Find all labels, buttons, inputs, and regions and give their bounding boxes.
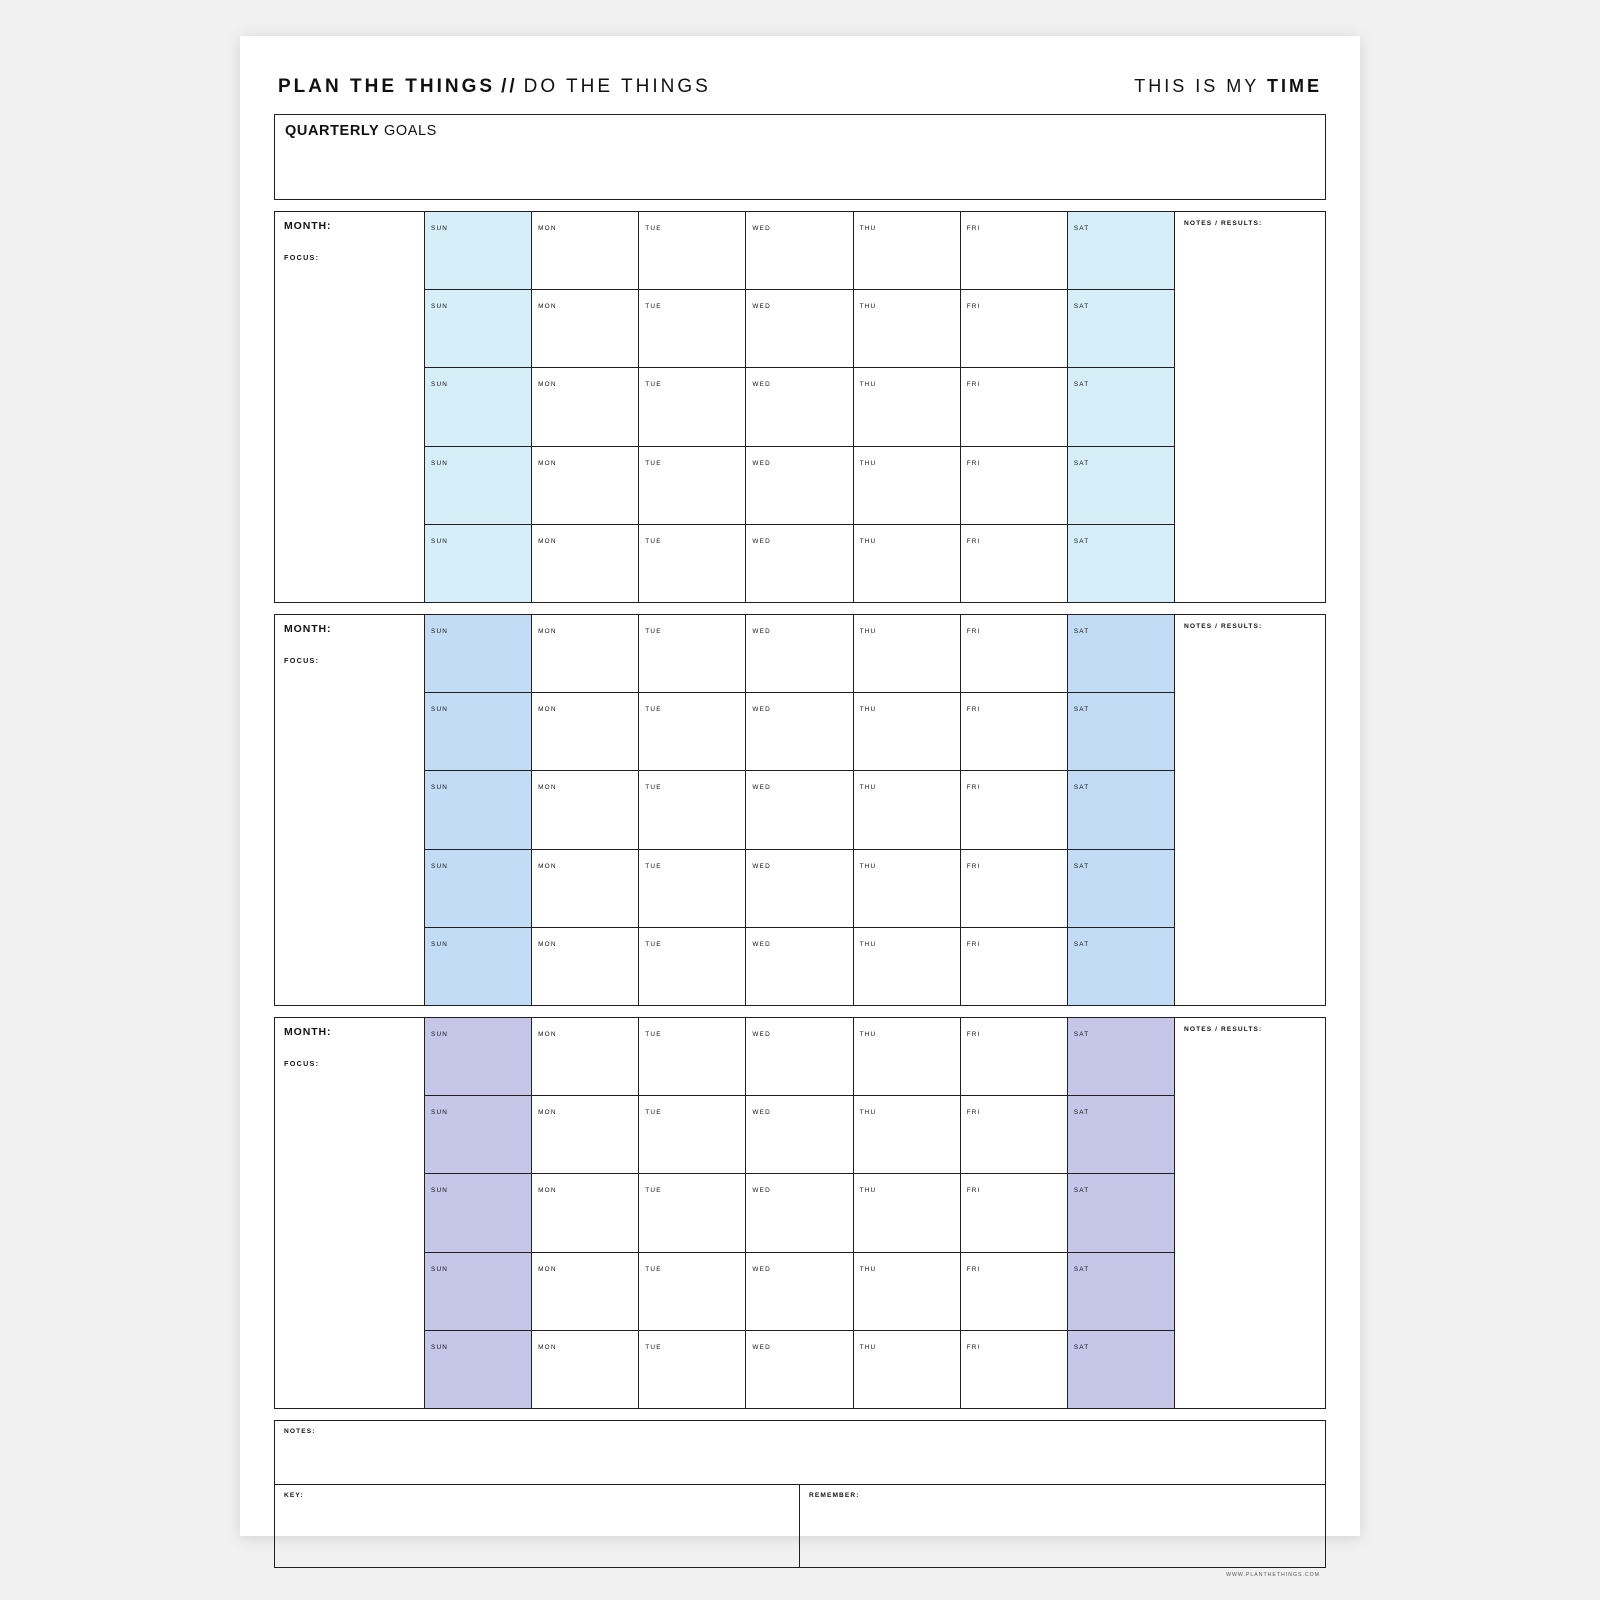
- quarterly-goals-title: [285, 123, 1315, 139]
- month-2-grid: [425, 615, 1175, 1005]
- day-cell-mon[interactable]: [532, 1018, 639, 1095]
- month-block-2: [274, 614, 1326, 1006]
- day-label: FRI: [966, 862, 981, 870]
- day-label: WED: [752, 1265, 771, 1273]
- day-label: FRI: [966, 1187, 981, 1195]
- month-2-notes-label: NOTES / RESULTS:: [1184, 623, 1263, 630]
- key-label: KEY:: [284, 1492, 304, 1499]
- day-label: THU: [859, 706, 877, 714]
- day-label: MON: [538, 1343, 557, 1351]
- page-header: [274, 68, 1326, 114]
- day-cell-thu[interactable]: [854, 615, 961, 692]
- month-1-label: MONTH:: [284, 220, 332, 232]
- day-label: SUN: [431, 381, 449, 389]
- day-cell-sat[interactable]: [1068, 1018, 1175, 1095]
- day-cell-sat[interactable]: [1068, 928, 1175, 1005]
- day-label: WED: [752, 303, 771, 311]
- day-cell-sun[interactable]: [425, 615, 532, 692]
- day-cell-tue[interactable]: [639, 1018, 746, 1095]
- day-cell-fri[interactable]: [961, 850, 1068, 927]
- day-cell-tue[interactable]: [639, 928, 746, 1005]
- day-label: THU: [859, 1031, 877, 1038]
- notes-label: NOTES:: [284, 1428, 316, 1435]
- day-cell-sat[interactable]: [1068, 212, 1175, 289]
- day-cell-thu[interactable]: [854, 693, 961, 770]
- month-3-left-panel[interactable]: [275, 1018, 425, 1408]
- day-cell-fri[interactable]: [961, 525, 1068, 602]
- day-label: TUE: [645, 1343, 662, 1351]
- day-cell-sat[interactable]: [1068, 615, 1175, 692]
- day-cell-sun[interactable]: [425, 1253, 532, 1330]
- day-cell-thu[interactable]: [854, 368, 961, 445]
- day-label: FRI: [966, 706, 981, 714]
- day-cell-tue[interactable]: [639, 615, 746, 692]
- day-label: WED: [752, 628, 771, 635]
- day-cell-thu[interactable]: [854, 447, 961, 524]
- planner-sheet: [240, 36, 1360, 1578]
- day-label: FRI: [966, 628, 981, 635]
- week-row: [425, 928, 1175, 1005]
- day-label: MON: [538, 225, 557, 232]
- day-cell-mon[interactable]: [532, 771, 639, 848]
- day-cell-wed[interactable]: [746, 1253, 853, 1330]
- day-cell-sun[interactable]: [425, 928, 532, 1005]
- day-label: SUN: [431, 1187, 449, 1195]
- day-label: THU: [859, 303, 877, 311]
- day-cell-sat[interactable]: [1068, 290, 1175, 367]
- day-label: WED: [752, 381, 771, 389]
- day-cell-thu[interactable]: [854, 850, 961, 927]
- day-label: WED: [752, 940, 771, 948]
- day-label: SAT: [1073, 303, 1090, 311]
- day-label: MON: [538, 303, 557, 311]
- day-label: SUN: [431, 940, 449, 948]
- month-3-label: MONTH:: [284, 1026, 332, 1038]
- quarterly-goals-box[interactable]: [274, 114, 1326, 200]
- month-2-left-panel[interactable]: [275, 615, 425, 1005]
- month-1-left-panel[interactable]: [275, 212, 425, 602]
- day-cell-sat[interactable]: [1068, 368, 1175, 445]
- month-1-focus-label: FOCUS:: [284, 253, 320, 262]
- day-label: SAT: [1073, 1265, 1090, 1273]
- day-label: TUE: [645, 225, 662, 232]
- day-label: SAT: [1073, 537, 1090, 545]
- day-cell-sun[interactable]: [425, 212, 532, 289]
- day-cell-sun[interactable]: [425, 850, 532, 927]
- day-cell-sat[interactable]: [1068, 771, 1175, 848]
- day-label: SUN: [431, 784, 449, 792]
- day-label: SAT: [1073, 225, 1090, 232]
- day-cell-fri[interactable]: [961, 1018, 1068, 1095]
- day-label: SAT: [1073, 628, 1090, 635]
- day-cell-tue[interactable]: [639, 368, 746, 445]
- week-row: [425, 1174, 1175, 1252]
- week-row: [425, 447, 1175, 525]
- day-cell-mon[interactable]: [532, 368, 639, 445]
- day-cell-wed[interactable]: [746, 928, 853, 1005]
- day-cell-sat[interactable]: [1068, 1331, 1175, 1408]
- day-cell-sat[interactable]: [1068, 693, 1175, 770]
- day-label: MON: [538, 706, 557, 714]
- day-cell-wed[interactable]: [746, 525, 853, 602]
- day-cell-thu[interactable]: [854, 1331, 961, 1408]
- day-label: THU: [859, 628, 877, 635]
- day-label: SAT: [1073, 381, 1090, 389]
- month-3-grid: [425, 1018, 1175, 1408]
- day-label: WED: [752, 1187, 771, 1195]
- day-label: TUE: [645, 381, 662, 389]
- day-cell-tue[interactable]: [639, 850, 746, 927]
- day-cell-wed[interactable]: [746, 1331, 853, 1408]
- week-row: [425, 850, 1175, 928]
- day-cell-sat[interactable]: [1068, 447, 1175, 524]
- day-label: TUE: [645, 706, 662, 714]
- day-label: THU: [859, 537, 877, 545]
- day-label: SUN: [431, 1343, 449, 1351]
- day-label: WED: [752, 1109, 771, 1117]
- month-3-focus-label: FOCUS:: [284, 1059, 320, 1068]
- day-cell-mon[interactable]: [532, 928, 639, 1005]
- day-cell-sun[interactable]: [425, 1096, 532, 1173]
- day-cell-sun[interactable]: [425, 290, 532, 367]
- day-cell-wed[interactable]: [746, 771, 853, 848]
- day-cell-mon[interactable]: [532, 447, 639, 524]
- day-cell-wed[interactable]: [746, 212, 853, 289]
- day-cell-sat[interactable]: [1068, 1253, 1175, 1330]
- day-cell-mon[interactable]: [532, 1174, 639, 1251]
- day-label: WED: [752, 706, 771, 714]
- month-2-label: MONTH:: [284, 623, 332, 635]
- week-row: [425, 1096, 1175, 1174]
- day-label: MON: [538, 862, 557, 870]
- day-cell-mon[interactable]: [532, 1096, 639, 1173]
- day-label: SUN: [431, 303, 449, 311]
- day-label: FRI: [966, 1265, 981, 1273]
- day-cell-sun[interactable]: [425, 447, 532, 524]
- day-label: WED: [752, 459, 771, 467]
- day-label: THU: [859, 459, 877, 467]
- day-cell-sat[interactable]: [1068, 1096, 1175, 1173]
- day-label: MON: [538, 784, 557, 792]
- day-cell-tue[interactable]: [639, 447, 746, 524]
- day-label: TUE: [645, 303, 662, 311]
- brand-title-light: DO THE THINGS: [523, 76, 711, 97]
- day-label: SUN: [431, 1265, 449, 1273]
- header-tagline-bold: TIME: [1267, 76, 1322, 96]
- day-label: SAT: [1073, 1109, 1090, 1117]
- day-cell-tue[interactable]: [639, 771, 746, 848]
- remember-label: REMEMBER:: [809, 1492, 860, 1499]
- day-label: FRI: [966, 381, 981, 389]
- day-cell-thu[interactable]: [854, 928, 961, 1005]
- day-label: TUE: [645, 784, 662, 792]
- day-cell-tue[interactable]: [639, 1096, 746, 1173]
- day-label: MON: [538, 459, 557, 467]
- day-label: TUE: [645, 862, 662, 870]
- brand-title: [278, 76, 711, 98]
- day-cell-tue[interactable]: [639, 1253, 746, 1330]
- day-cell-fri[interactable]: [961, 290, 1068, 367]
- day-label: MON: [538, 628, 557, 635]
- day-label: TUE: [645, 1187, 662, 1195]
- day-cell-thu[interactable]: [854, 771, 961, 848]
- day-cell-wed[interactable]: [746, 447, 853, 524]
- day-cell-wed[interactable]: [746, 290, 853, 367]
- day-cell-wed[interactable]: [746, 1096, 853, 1173]
- day-cell-sun[interactable]: [425, 368, 532, 445]
- day-cell-tue[interactable]: [639, 1174, 746, 1251]
- footer-url: WWW.PLANTHETHINGS.COM: [1226, 1572, 1320, 1578]
- week-row: [425, 771, 1175, 849]
- day-cell-fri[interactable]: [961, 693, 1068, 770]
- day-label: TUE: [645, 628, 662, 635]
- day-cell-sat[interactable]: [1068, 525, 1175, 602]
- day-label: THU: [859, 1187, 877, 1195]
- week-row: [425, 1331, 1175, 1408]
- day-label: THU: [859, 381, 877, 389]
- month-2-notes-panel[interactable]: [1175, 615, 1325, 1005]
- day-label: FRI: [966, 1343, 981, 1351]
- day-label: FRI: [966, 784, 981, 792]
- day-cell-fri[interactable]: [961, 1331, 1068, 1408]
- day-cell-fri[interactable]: [961, 447, 1068, 524]
- day-cell-wed[interactable]: [746, 1174, 853, 1251]
- day-cell-sun[interactable]: [425, 525, 532, 602]
- day-cell-fri[interactable]: [961, 615, 1068, 692]
- day-label: SAT: [1073, 862, 1090, 870]
- day-cell-fri[interactable]: [961, 368, 1068, 445]
- day-cell-thu[interactable]: [854, 212, 961, 289]
- day-label: WED: [752, 225, 771, 232]
- day-cell-sat[interactable]: [1068, 850, 1175, 927]
- day-label: FRI: [966, 225, 981, 232]
- week-row: [425, 525, 1175, 602]
- day-cell-sun[interactable]: [425, 771, 532, 848]
- brand-title-bold: PLAN THE THINGS: [278, 76, 496, 97]
- day-label: SUN: [431, 537, 449, 545]
- day-label: FRI: [966, 303, 981, 311]
- day-cell-mon[interactable]: [532, 212, 639, 289]
- day-label: FRI: [966, 1109, 981, 1117]
- week-row: [425, 693, 1175, 771]
- day-label: MON: [538, 381, 557, 389]
- week-row: [425, 290, 1175, 368]
- day-cell-thu[interactable]: [854, 1253, 961, 1330]
- day-cell-tue[interactable]: [639, 693, 746, 770]
- day-label: WED: [752, 862, 771, 870]
- day-label: THU: [859, 784, 877, 792]
- day-label: WED: [752, 1343, 771, 1351]
- day-label: WED: [752, 1031, 771, 1038]
- month-3-notes-panel[interactable]: [1175, 1018, 1325, 1408]
- day-label: MON: [538, 1187, 557, 1195]
- notes-area[interactable]: [275, 1421, 1325, 1485]
- day-label: THU: [859, 1343, 877, 1351]
- bottom-section: [274, 1420, 1326, 1568]
- day-cell-wed[interactable]: [746, 615, 853, 692]
- day-label: SAT: [1073, 784, 1090, 792]
- day-label: SAT: [1073, 706, 1090, 714]
- day-cell-fri[interactable]: [961, 1174, 1068, 1251]
- week-row: [425, 615, 1175, 693]
- day-label: FRI: [966, 459, 981, 467]
- day-cell-thu[interactable]: [854, 1174, 961, 1251]
- day-label: SAT: [1073, 940, 1090, 948]
- day-label: TUE: [645, 459, 662, 467]
- day-label: TUE: [645, 1265, 662, 1273]
- day-label: FRI: [966, 1031, 981, 1038]
- day-label: SUN: [431, 862, 449, 870]
- day-label: SUN: [431, 706, 449, 714]
- day-label: FRI: [966, 940, 981, 948]
- day-label: THU: [859, 940, 877, 948]
- remember-area[interactable]: [800, 1485, 1325, 1567]
- month-1-notes-label: NOTES / RESULTS:: [1184, 220, 1263, 227]
- day-cell-thu[interactable]: [854, 525, 961, 602]
- week-row: [425, 1253, 1175, 1331]
- day-cell-fri[interactable]: [961, 771, 1068, 848]
- day-label: SUN: [431, 225, 449, 232]
- day-label: FRI: [966, 537, 981, 545]
- day-cell-mon[interactable]: [532, 1331, 639, 1408]
- day-cell-fri[interactable]: [961, 928, 1068, 1005]
- day-cell-mon[interactable]: [532, 1253, 639, 1330]
- header-tagline: [1134, 76, 1322, 97]
- quarterly-goals-title-bold: QUARTERLY: [285, 123, 380, 139]
- day-label: TUE: [645, 1109, 662, 1117]
- day-cell-sun[interactable]: [425, 1174, 532, 1251]
- day-cell-mon[interactable]: [532, 525, 639, 602]
- month-2-focus-label: FOCUS:: [284, 656, 320, 665]
- day-label: SUN: [431, 459, 449, 467]
- day-label: MON: [538, 940, 557, 948]
- day-cell-thu[interactable]: [854, 290, 961, 367]
- day-cell-thu[interactable]: [854, 1096, 961, 1173]
- day-label: THU: [859, 862, 877, 870]
- day-label: MON: [538, 1031, 557, 1038]
- day-cell-tue[interactable]: [639, 525, 746, 602]
- day-cell-wed[interactable]: [746, 1018, 853, 1095]
- day-label: TUE: [645, 1031, 662, 1038]
- brand-title-slash: //: [501, 76, 518, 97]
- day-label: SUN: [431, 1109, 449, 1117]
- key-remember-row: [275, 1485, 1325, 1567]
- header-tagline-light: THIS IS MY: [1134, 76, 1259, 96]
- quarterly-goals-title-regular: GOALS: [383, 123, 437, 139]
- week-row: [425, 1018, 1175, 1096]
- day-cell-fri[interactable]: [961, 1096, 1068, 1173]
- day-cell-mon[interactable]: [532, 693, 639, 770]
- week-row: [425, 368, 1175, 446]
- day-cell-wed[interactable]: [746, 368, 853, 445]
- month-3-notes-label: NOTES / RESULTS:: [1184, 1026, 1263, 1033]
- day-cell-mon[interactable]: [532, 290, 639, 367]
- day-cell-mon[interactable]: [532, 615, 639, 692]
- day-label: THU: [859, 225, 877, 232]
- day-cell-mon[interactable]: [532, 850, 639, 927]
- day-cell-sat[interactable]: [1068, 1174, 1175, 1251]
- day-cell-tue[interactable]: [639, 1331, 746, 1408]
- key-area[interactable]: [275, 1485, 800, 1567]
- day-cell-wed[interactable]: [746, 693, 853, 770]
- week-row: [425, 212, 1175, 290]
- day-label: TUE: [645, 940, 662, 948]
- day-label: MON: [538, 1265, 557, 1273]
- day-label: TUE: [645, 537, 662, 545]
- day-label: SAT: [1073, 1343, 1090, 1351]
- day-cell-fri[interactable]: [961, 1253, 1068, 1330]
- day-label: SAT: [1073, 1187, 1090, 1195]
- day-cell-tue[interactable]: [639, 212, 746, 289]
- day-label: WED: [752, 537, 771, 545]
- day-label: SUN: [431, 1031, 449, 1038]
- day-cell-fri[interactable]: [961, 212, 1068, 289]
- day-label: SUN: [431, 628, 449, 635]
- day-label: SAT: [1073, 459, 1090, 467]
- day-label: THU: [859, 1109, 877, 1117]
- day-cell-sun[interactable]: [425, 693, 532, 770]
- month-1-notes-panel[interactable]: [1175, 212, 1325, 602]
- day-cell-thu[interactable]: [854, 1018, 961, 1095]
- day-label: WED: [752, 784, 771, 792]
- month-block-1: [274, 211, 1326, 603]
- day-cell-sun[interactable]: [425, 1018, 532, 1095]
- day-cell-tue[interactable]: [639, 290, 746, 367]
- month-1-grid: [425, 212, 1175, 602]
- day-cell-wed[interactable]: [746, 850, 853, 927]
- day-cell-sun[interactable]: [425, 1331, 532, 1408]
- month-block-3: [274, 1017, 1326, 1409]
- day-label: THU: [859, 1265, 877, 1273]
- day-label: SAT: [1073, 1031, 1090, 1038]
- day-label: MON: [538, 1109, 557, 1117]
- day-label: MON: [538, 537, 557, 545]
